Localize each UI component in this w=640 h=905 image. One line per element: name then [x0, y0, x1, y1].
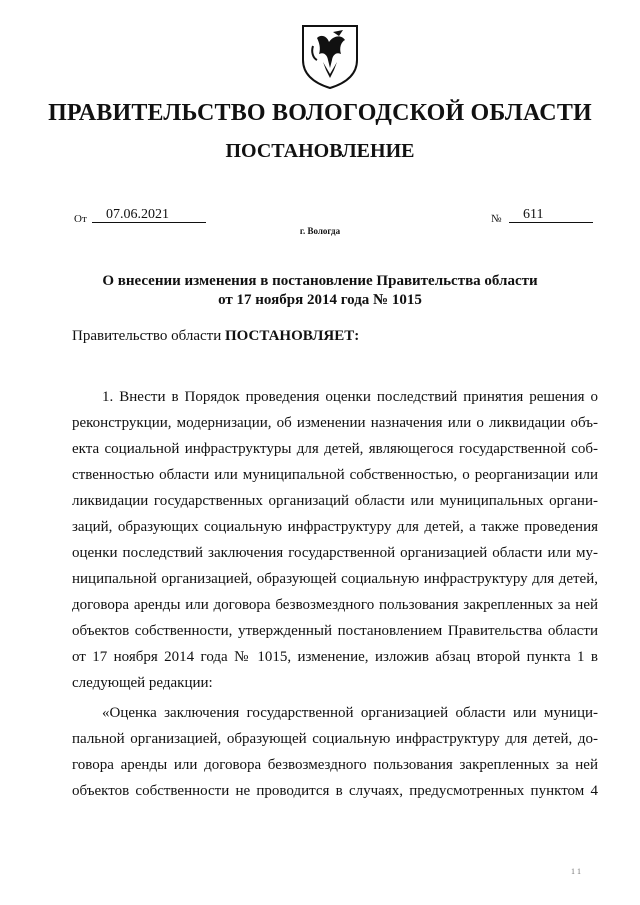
body-line: екта социальной инфраструктуры для детей, являющегося государственной соб-: [72, 441, 598, 457]
subject-line: от 17 ноября 2014 года № 1015: [218, 292, 422, 308]
body-line: говора аренды или договора безвозмездного пользования закрепленных за ней: [72, 757, 598, 773]
body-line: ниципальной организацией, образующей социальную инфраструктуру для детей,: [72, 571, 598, 587]
city-name: г. Вологда: [299, 226, 341, 236]
decree-prefix: Правительство области: [72, 328, 225, 344]
subject-line: О внесении изменения в постановление Правительства области: [102, 273, 538, 289]
body-line: заций, образующих социальную инфраструктуру для детей, а также проведения: [72, 519, 598, 535]
body-line: «Оценка заключения государственной организацией области или муници-: [102, 705, 598, 721]
body-line: от 17 ноября 2014 года № 1015, изменение, изложив абзац второй пункта 1 в: [72, 649, 598, 665]
decree-body: [72, 384, 598, 804]
body-line: оценки последствий заключения государственной организацией области или му-: [72, 545, 598, 561]
document-type: ПОСТАНОВЛЕНИЕ: [225, 140, 415, 162]
government-title: ПРАВИТЕЛЬСТВО ВОЛОГОДСКОЙ ОБЛАСТИ: [48, 100, 592, 126]
page-marker: 1 1: [571, 867, 581, 876]
document-subject: [60, 272, 580, 310]
body-line: ственностью области или муниципальной собственностью, о реорганизации или: [72, 467, 598, 483]
number-value: 611: [509, 207, 593, 223]
date-label: От: [74, 213, 87, 225]
body-line: пальной организацией, образующей социальную инфраструктуру для детей, до-: [72, 731, 598, 747]
number-label: №: [491, 213, 502, 225]
body-line: следующей редакции:: [72, 675, 213, 691]
body-line: объектов собственности, утвержденный постановлением Правительства области: [72, 623, 598, 639]
body-line: договора аренды или договора безвозмездного пользования закрепленных за ней: [72, 597, 598, 613]
decree-verb: ПОСТАНОВЛЯЕТ:: [224, 328, 360, 344]
body-line: ликвидации государственных организаций области или муниципальных органи-: [72, 493, 598, 509]
coat-of-arms-emblem: [299, 22, 361, 90]
date-value: 07.06.2021: [92, 207, 206, 223]
decree-statement: [72, 328, 359, 345]
body-line: 1. Внести в Порядок проведения оценки последствий принятия решения о: [102, 389, 598, 405]
body-line: реконструкции, модернизации, об изменении назначения или о ликвидации объ-: [72, 415, 598, 431]
body-line: объектов собственности не проводится в случаях, предусмотренных пунктом 4: [72, 783, 598, 799]
